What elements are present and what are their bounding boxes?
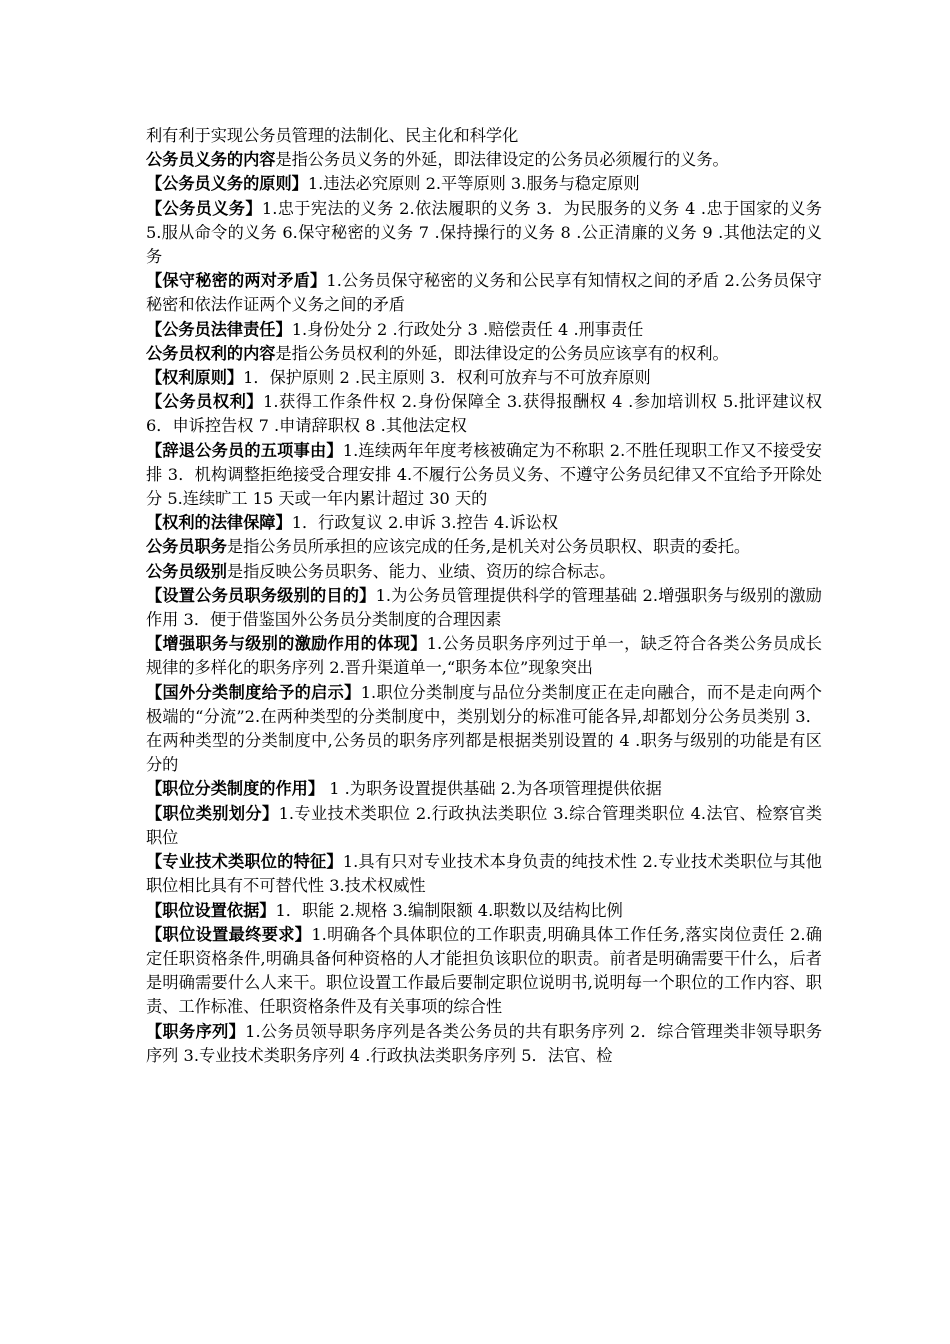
paragraph-5	[146, 269, 822, 317]
paragraph-text: 1.职位分类制度与品位分类制度正在走向融合，而不是走向两个极端的“分流”2.在两种类型的分类制度中，类别划分的标准可能各异,却都划分公务员类别 3．在两种类型的分类制度中,公务员的职务序列都是根据类别设置的 4 .职务与级别的功能是有区分的	[146, 682, 822, 775]
paragraph-term: 【职位分类制度的作用】	[146, 779, 325, 799]
paragraph-text: 1.连续两年年度考核被确定为不称职 2.不胜任现职工作又不接受安排 3．机构调整拒绝接受合理安排 4.不履行公务员义务、不遵守公务员纪律又不宜给予开除处分 5.连续旷工 15 天或一年内累计超过 30 天的	[146, 440, 822, 509]
paragraph-term: 公务员职务	[146, 537, 227, 557]
paragraph-text: 1.公务员领导职务序列是各类公务员的共有职务序列 2．综合管理类非领导职务序列 3.专业技术类职务序列 4 .行政执法类职务序列 5．法官、检	[146, 1021, 823, 1065]
paragraph-text: 1．保护原则 2 .民主原则 3．权利可放弃与不可放弃原则	[243, 368, 651, 388]
paragraph-11	[146, 511, 822, 535]
paragraph-term: 【公务员义务】	[146, 198, 262, 218]
paragraph-12	[146, 535, 822, 559]
paragraph-text: 1 .为职务设置提供基础 2.为各项管理提供依据	[324, 779, 662, 799]
paragraph-term: 【辞退公务员的五项事由】	[146, 440, 343, 460]
paragraph-21	[146, 923, 822, 1020]
paragraph-text: 1.获得工作条件权 2.身份保障全 3.获得报酬权 4 .参加培训权 5.批评建议权 6．申诉控告权 7 .申请辞职权 8 .其他法定权	[146, 392, 823, 436]
paragraph-16	[146, 681, 822, 778]
paragraph-3	[146, 172, 822, 196]
paragraph-10	[146, 439, 822, 512]
paragraph-1	[146, 124, 822, 148]
paragraph-term: 【公务员权利】	[146, 392, 264, 412]
paragraph-term: 【公务员法律责任】	[146, 319, 292, 339]
document-page	[146, 124, 822, 1068]
paragraph-17	[146, 777, 822, 801]
paragraph-text: 1.身份处分 2 .行政处分 3 .赔偿责任 4 .刑事责任	[291, 319, 644, 339]
paragraph-4	[146, 197, 822, 270]
paragraph-7	[146, 342, 822, 366]
paragraph-term: 【职务序列】	[146, 1021, 246, 1041]
paragraph-20	[146, 899, 822, 923]
paragraph-18	[146, 802, 822, 850]
paragraph-term: 【专业技术类职位的特征】	[146, 852, 343, 872]
paragraph-term: 【职位类别划分】	[146, 803, 279, 823]
paragraph-term: 【设置公务员职务级别的目的】	[146, 585, 376, 605]
paragraph-term: 【公务员义务的原则】	[146, 174, 308, 194]
paragraph-6	[146, 318, 822, 342]
paragraph-13	[146, 560, 822, 584]
paragraph-term: 公务员级别	[146, 561, 227, 581]
paragraph-text: 1.公务员职务序列过于单一，缺乏符合各类公务员成长规律的多样化的职务序列 2.晋升渠道单一,“职务本位”现象突出	[146, 634, 822, 678]
paragraph-text: 是指公务员义务的外延，即法律设定的公务员必须履行的义务。	[275, 150, 729, 170]
paragraph-term: 【保守秘密的两对矛盾】	[146, 271, 327, 291]
paragraph-15	[146, 632, 822, 680]
paragraph-term: 【国外分类制度给予的启示】	[146, 682, 361, 702]
paragraph-19	[146, 850, 822, 898]
paragraph-8	[146, 366, 822, 390]
paragraph-text: 1.公务员保守秘密的义务和公民享有知情权之间的矛盾 2.公务员保守秘密和依法作证两个义务之间的矛盾	[146, 271, 822, 315]
paragraph-2	[146, 148, 822, 172]
paragraph-text: 1.违法必究原则 2.平等原则 3.服务与稳定原则	[307, 174, 640, 194]
paragraph-term: 【增强职务与级别的激励作用的体现】	[146, 634, 427, 654]
paragraph-text: 1．行政复议 2.申诉 3.控告 4.诉讼权	[291, 513, 559, 533]
paragraph-text: 是指反映公务员职务、能力、业绩、资历的综合标志。	[226, 561, 616, 581]
paragraph-term: 公务员义务的内容	[146, 150, 276, 170]
paragraph-term: 公务员权利的内容	[146, 343, 276, 363]
paragraph-term: 【职位设置最终要求】	[146, 924, 312, 944]
paragraph-term: 【权利的法律保障】	[146, 513, 292, 533]
paragraph-text: 是指公务员权利的外延，即法律设定的公务员应该享有的权利。	[275, 343, 729, 363]
paragraph-text: 1.为公务员管理提供科学的管理基础 2.增强职务与级别的激励作用 3．便于借鉴国外公务员分类制度的合理因素	[146, 585, 822, 630]
paragraph-text: 1.具有只对专业技术本身负责的纯技术性 2.专业技术类职位与其他职位相比具有不可替代性 3.技术权威性	[146, 852, 822, 896]
paragraph-text: 1.明确各个具体职位的工作职责,明确具体工作任务,落实岗位责任 2.确定任职资格条件,明确具备何种资格的人才能担负该职位的职责。前者是明确需要干什么，后者是明确需要什么人来干。职位设置工作最后要制定职位说明书,说明每一个职位的工作内容、职责、工作标准、任职资格条件及有关事项的综合性	[146, 924, 823, 1017]
paragraph-text: 利有利于实现公务员管理的法制化、民主化和科学化	[146, 126, 519, 145]
paragraph-text: 1．职能 2.规格 3.编制限额 4.职数以及结构比例	[275, 900, 623, 920]
paragraph-14	[146, 584, 822, 632]
paragraph-22	[146, 1020, 822, 1068]
paragraph-text: 1.忠于宪法的义务 2.依法履职的义务 3．为民服务的义务 4 .忠于国家的义务 5.服从命令的义务 6.保守秘密的义务 7 .保持操行的义务 8 .公正清廉的义务 9 .其他法定的义务	[146, 198, 822, 267]
paragraph-9	[146, 390, 822, 438]
paragraph-text: 是指公务员所承担的应该完成的任务,是机关对公务员职权、职责的委托。	[226, 537, 751, 557]
paragraph-term: 【职位设置依据】	[146, 900, 276, 920]
paragraph-text: 1.专业技术类职位 2.行政执法类职位 3.综合管理类职位 4.法官、检察官类职位	[146, 803, 823, 847]
paragraph-term: 【权利原则】	[146, 368, 244, 388]
